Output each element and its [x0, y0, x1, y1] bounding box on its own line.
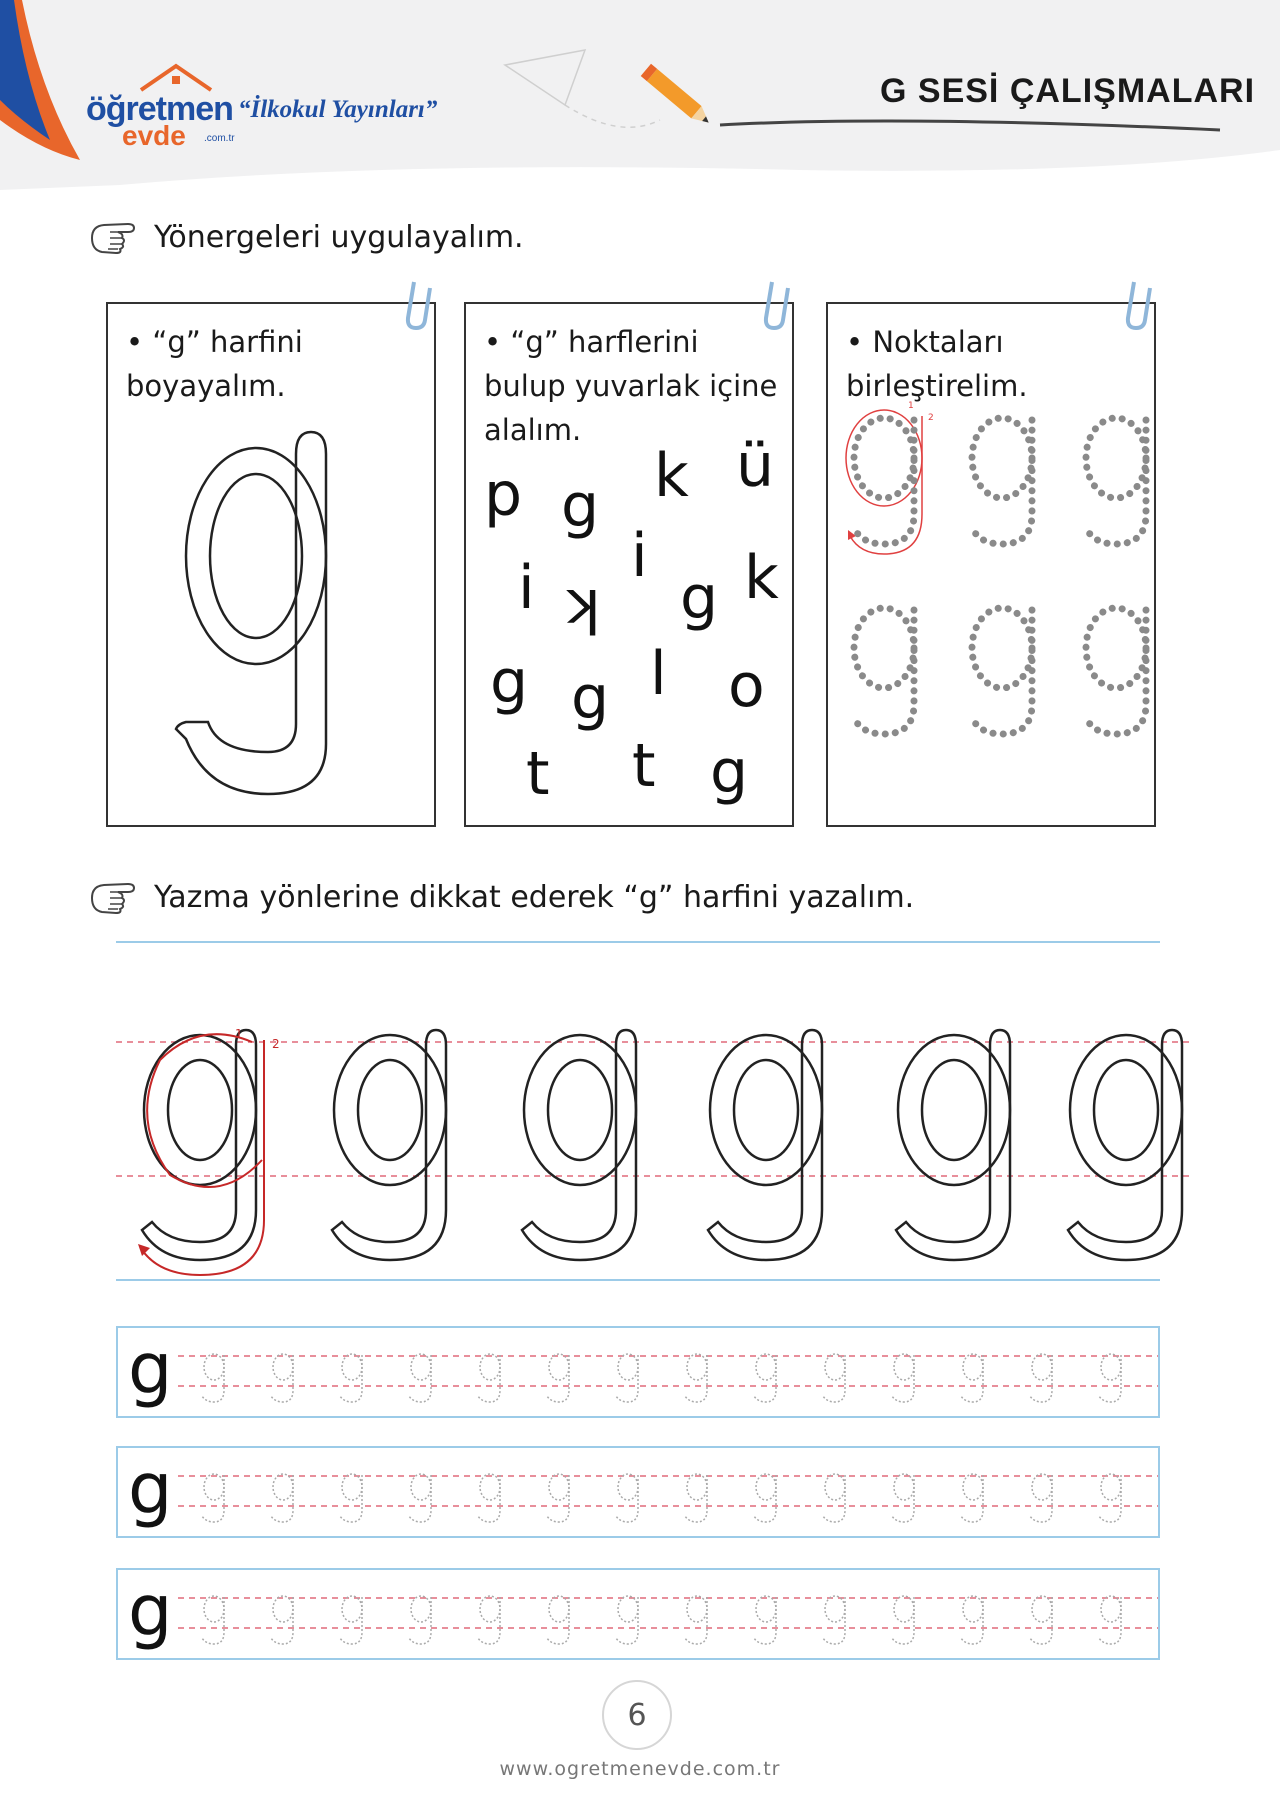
instruction-second — [88, 872, 914, 922]
instruction-text: Yönergeleri uygulayalım. — [154, 219, 524, 255]
writing-row[interactable] — [116, 1326, 1160, 1418]
letter-item[interactable]: ü — [736, 431, 775, 501]
page-number: 6 — [602, 1680, 672, 1750]
page-header — [0, 0, 1280, 190]
card-instruction: • “g” harflerini bulup yuvarlak içine alalım. — [484, 325, 778, 447]
model-letter: g — [128, 1328, 173, 1410]
logo-word: öğretmen — [86, 90, 233, 128]
letter-item[interactable]: g — [561, 471, 600, 541]
series-name: “İlkokul Yayınları” — [238, 96, 438, 123]
letter-item[interactable]: k — [654, 441, 689, 511]
letter-item[interactable]: l — [650, 639, 667, 709]
row-guides — [118, 1448, 1162, 1540]
pointing-hand-icon — [88, 216, 138, 258]
letter-item[interactable]: o — [728, 651, 765, 721]
letter-item[interactable]: g — [490, 647, 529, 717]
stroke-number: 2 — [272, 1037, 280, 1051]
model-letter: g — [128, 1570, 173, 1652]
house-roof-icon — [136, 62, 216, 92]
logo-sub: evde — [122, 120, 186, 151]
page-title: G SESİ ÇALIŞMALARI — [880, 72, 1256, 110]
big-g-outline[interactable] — [1068, 1030, 1182, 1260]
letter-item[interactable]: g — [571, 663, 610, 733]
task-card-dots — [826, 302, 1156, 827]
letter-item[interactable]: i — [631, 521, 648, 591]
instruction-first — [88, 212, 524, 262]
letter-item[interactable]: g — [710, 737, 749, 807]
task-card-color — [106, 302, 436, 827]
letter-item[interactable]: k — [566, 575, 601, 645]
footer-url[interactable]: www.ogretmenevde.com.tr — [499, 1758, 781, 1780]
big-tracing-area — [0, 930, 1280, 1290]
letter-item[interactable]: i — [518, 553, 535, 623]
letter-item[interactable]: t — [526, 739, 550, 809]
paperclip-icon — [760, 278, 794, 334]
writing-row[interactable] — [116, 1446, 1160, 1538]
model-letter: g — [128, 1448, 173, 1530]
row-guides — [118, 1570, 1162, 1662]
card-instruction: • “g” harfini boyayalım. — [126, 325, 303, 403]
letter-item[interactable]: t — [632, 731, 656, 801]
big-g-guided[interactable] — [138, 1027, 280, 1275]
pointing-hand-icon — [88, 876, 138, 918]
row-guides — [118, 1328, 1162, 1420]
logo-domain: .com.tr — [204, 133, 235, 144]
big-g-outline[interactable] — [708, 1030, 822, 1260]
stroke-number: 1 — [235, 1027, 243, 1041]
dotted-letters[interactable] — [828, 304, 1158, 829]
stroke-number: 1 — [908, 401, 914, 411]
big-g-outline[interactable] — [896, 1030, 1010, 1260]
writing-row[interactable] — [116, 1568, 1160, 1660]
instruction-text: Yazma yönlerine dikkat ederek “g” harfini yazalım. — [154, 879, 915, 915]
task-card-find — [464, 302, 794, 827]
stroke-number: 2 — [928, 413, 934, 423]
letter-item[interactable]: g — [680, 563, 719, 633]
card-instruction: • Noktaları birleştirelim. — [846, 325, 1028, 403]
letter-item[interactable]: k — [744, 543, 779, 613]
big-g-outline[interactable] — [332, 1030, 446, 1260]
big-g-outline[interactable] — [522, 1030, 636, 1260]
letter-item[interactable]: b — [484, 467, 523, 537]
outline-letter-g[interactable] — [108, 304, 438, 829]
